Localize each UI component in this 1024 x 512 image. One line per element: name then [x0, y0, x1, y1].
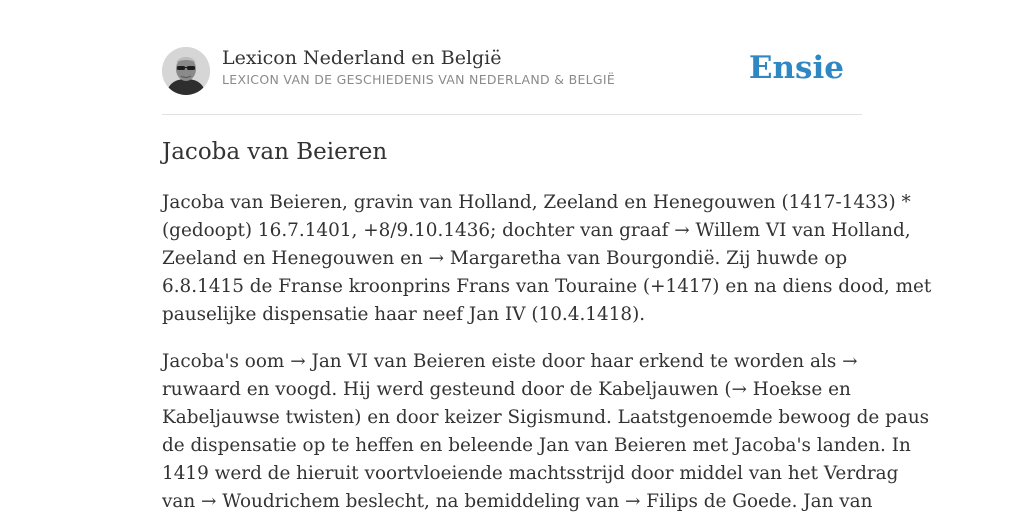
paragraph-line: de dispensatie op te heffen en beleende Jan van Beieren met Jacoba's landen. In: [162, 435, 911, 456]
site-subtitle: LEXICON VAN DE GESCHIEDENIS VAN NEDERLAND & BELGIË: [222, 72, 616, 87]
person-avatar-icon[interactable]: [162, 47, 210, 95]
paragraph-line: (gedoopt) 16.7.1401, +8/9.10.1436; dochter van graaf → Willem VI van Holland,: [162, 220, 911, 241]
header-text-group: [222, 46, 615, 88]
paragraph-line: 1419 werd de hieruit voortvloeiende machtsstrijd door middel van het Verdrag: [162, 463, 899, 484]
article-paragraph-2: [162, 348, 930, 512]
ensie-logo[interactable]: Ensie: [748, 50, 844, 86]
paragraph-line: van → Woudrichem beslecht, na bemiddeling van → Filips de Goede. Jan van: [162, 491, 873, 512]
paragraph-line: Zeeland en Henegouwen en → Margaretha van Bourgondië. Zij huwde op: [162, 248, 848, 269]
article-paragraph-1: [162, 189, 932, 329]
paragraph-line: Kabeljauwse twisten) en door keizer Sigismund. Laatstgenoemde bewoog de paus: [162, 407, 930, 428]
paragraph-line: Jacoba van Beieren, gravin van Holland, Zeeland en Henegouwen (1417-1433) *: [162, 192, 911, 213]
paragraph-line: 6.8.1415 de Franse kroonprins Frans van Touraine (+1417) en na diens dood, met: [162, 276, 932, 297]
site-header: [162, 46, 862, 115]
paragraph-line: Jacoba's oom → Jan VI van Beieren eiste door haar erkend te worden als →: [162, 351, 858, 372]
paragraph-line: pauselijke dispensatie haar neef Jan IV (10.4.1418).: [162, 304, 646, 325]
paragraph-line: ruwaard en voogd. Hij werd gesteund door de Kabeljauwen (→ Hoekse en: [162, 379, 851, 400]
site-title[interactable]: Lexicon Nederland en België: [222, 47, 502, 69]
article-body: [162, 189, 932, 512]
article-title: Jacoba van Beieren: [162, 139, 388, 165]
